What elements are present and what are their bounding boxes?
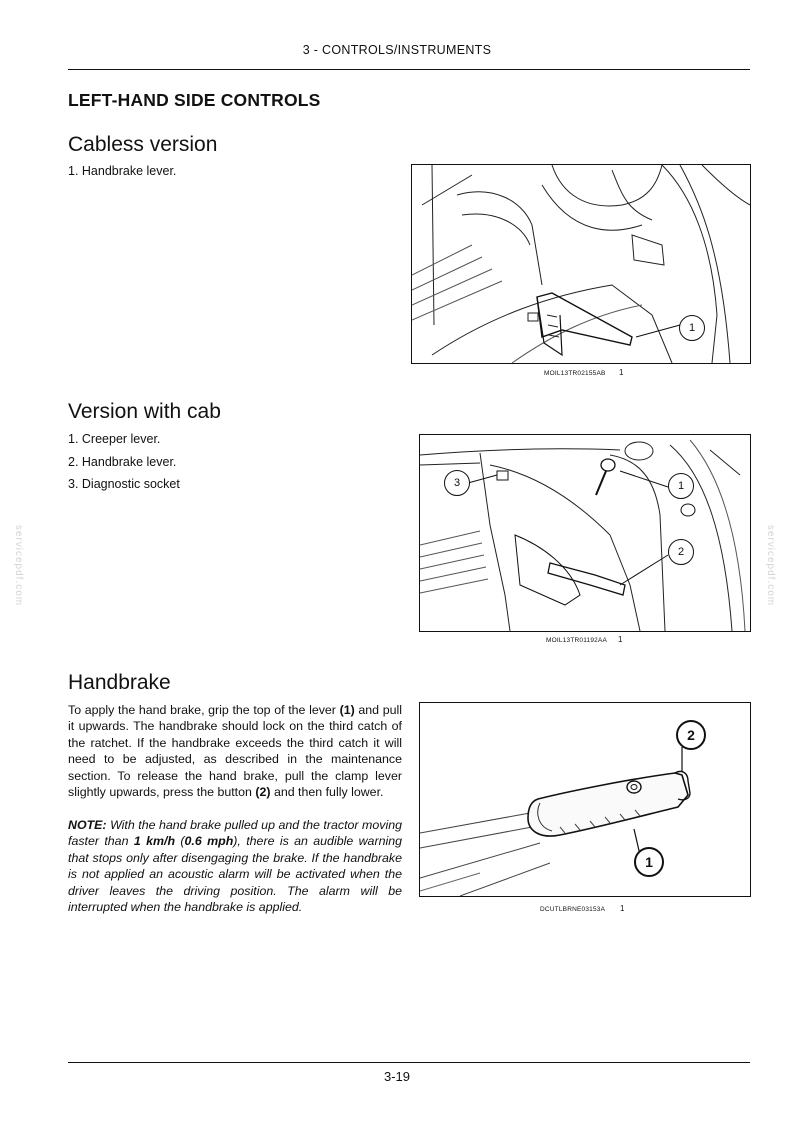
figure-code: MOIL13TR01192AA (546, 637, 608, 644)
text-run: and pull it upwards. The handbrake should lock on the third catch of the ratchet. If the handbrake exceeds the third catch it will need to be adjusted, as described in the maintenance section. To release the hand brake, pull the clamp lever slightly upwards, press the button (68, 703, 402, 800)
figure-number: 1 (620, 904, 625, 913)
bold-run: (2) (255, 785, 271, 800)
callout-1: 1 (679, 315, 705, 341)
cabless-title: Cabless version (68, 133, 218, 156)
cab-title: Version with cab (68, 400, 221, 423)
callout-2: 2 (676, 720, 706, 750)
watermark-right: servicepdf.com (765, 524, 777, 607)
text-run: With the hand brake pulled up and the tractor moving faster than (68, 818, 402, 849)
figure-number: 1 (619, 368, 624, 377)
list-item: 2. Handbrake lever. (68, 454, 177, 469)
cabless-figure (411, 164, 751, 364)
section-title: LEFT-HAND SIDE CONTROLS (68, 90, 321, 110)
footer-rule (68, 1062, 750, 1063)
watermark-left: servicepdf.com (13, 524, 25, 607)
text-run: and then fully lower. (270, 785, 384, 800)
callout-1: 1 (634, 847, 664, 877)
cab-figure (419, 434, 751, 632)
text-run: To apply the hand brake, grip the top of the lever (68, 703, 340, 717)
bold-run: 0.6 mph (184, 834, 234, 849)
chapter-header: 3 - CONTROLS/INSTRUMENTS (302, 43, 492, 57)
page-number: 3-19 (383, 1069, 411, 1084)
header-rule (68, 69, 750, 70)
figure-code: MOIL13TR02155AB (544, 370, 606, 377)
list-item: 1. Handbrake lever. (68, 164, 177, 178)
figure-code: DCUTLBRNE03153A (540, 906, 606, 913)
list-item: 1. Creeper lever. (68, 432, 161, 446)
handbrake-instructions (68, 702, 402, 800)
cab-list (68, 432, 180, 500)
text-run: ( (175, 834, 185, 849)
bold-run: 1 km/h (133, 834, 176, 849)
bold-run: (1) (339, 703, 355, 717)
callout-1: 1 (668, 473, 694, 499)
list-item: 3. Diagnostic socket (68, 477, 180, 491)
figure-number: 1 (618, 635, 623, 644)
callout-3: 3 (444, 470, 470, 496)
cabless-list (68, 164, 176, 187)
handbrake-figure (419, 702, 751, 897)
handbrake-title: Handbrake (68, 671, 171, 694)
cab-illustration (420, 435, 750, 631)
handbrake-note (68, 817, 402, 915)
callout-2: 2 (668, 539, 694, 565)
text-run: ), there is an audible warning that stops only after disengaging the brake. If the handbrake is not applied an acoustic alarm will be activated when the driver leaves the driving position. The alarm will be interrupted when the handbrake is applied. (68, 834, 402, 915)
note-label: NOTE: (68, 818, 107, 832)
